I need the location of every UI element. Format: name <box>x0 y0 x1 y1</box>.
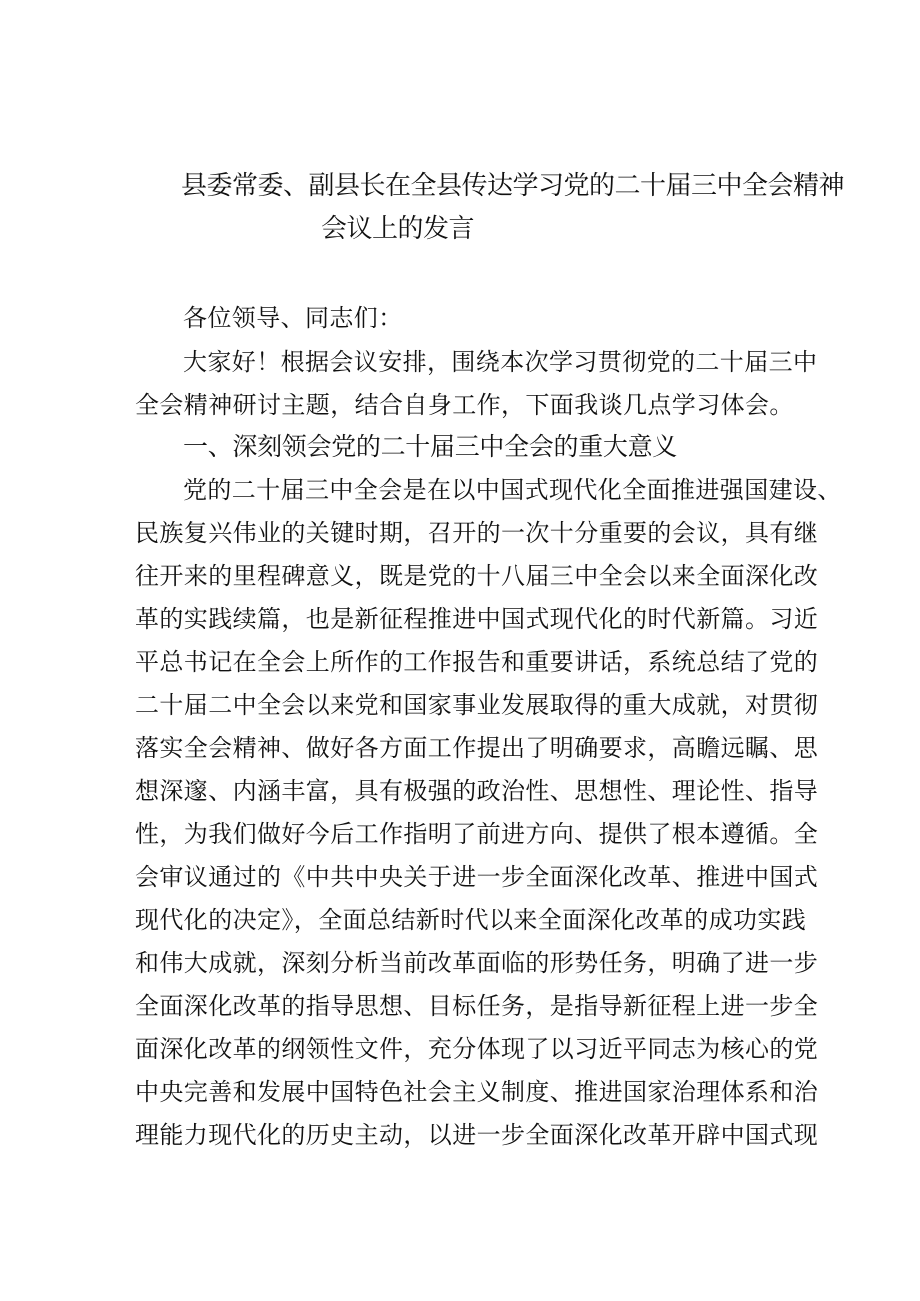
body-line: 民族复兴伟业的关键时期，召开的一次十分重要的会议，具有继 <box>135 519 819 547</box>
body-line: 中央完善和发展中国特色社会主义制度、推进国家治理体系和治 <box>135 1078 819 1106</box>
body-line: 党的二十届三中全会是在以中国式现代化全面推进强国建设、 <box>183 476 842 504</box>
body-line: 现代化的决定》，全面总结新时代以来全面深化改革的成功实践 <box>135 906 807 934</box>
document-title-line-1: 县委常委、副县长在全县传达学习党的二十届三中全会精神 <box>181 171 845 201</box>
body-line: 落实全会精神、做好各方面工作提出了明确要求，高瞻远瞩、思 <box>135 734 819 762</box>
body-line: 往开来的里程碑意义，既是党的十八届三中全会以来全面深化改 <box>135 562 819 590</box>
salutation: 各位领导、同志们： <box>183 304 403 332</box>
body-line: 性，为我们做好今后工作指明了前进方向、提供了根本遵循。全 <box>135 820 819 848</box>
body-line: 和伟大成就，深刻分析当前改革面临的形势任务，明确了进一步 <box>135 949 819 977</box>
body-line: 面深化改革的纲领性文件，充分体现了以习近平同志为核心的党 <box>135 1035 819 1063</box>
document-title-line-2: 会议上的发言 <box>321 214 475 244</box>
section-heading: 一、深刻领会党的二十届三中全会的重大意义 <box>183 432 678 461</box>
intro-line: 大家好！根据会议安排，围绕本次学习贯彻党的二十届三中 <box>183 348 818 376</box>
body-line: 革的实践续篇，也是新征程推进中国式现代化的时代新篇。习近 <box>135 605 819 633</box>
body-line: 想深邃、内涵丰富，具有极强的政治性、思想性、理论性、指导 <box>135 777 819 805</box>
intro-line: 全会精神研讨主题，结合自身工作，下面我谈几点学习体会。 <box>135 391 794 419</box>
body-line: 二十届二中全会以来党和国家事业发展取得的重大成就，对贯彻 <box>135 691 819 719</box>
body-line: 平总书记在全会上所作的工作报告和重要讲话，系统总结了党的 <box>135 648 819 676</box>
body-line: 理能力现代化的历史主动，以进一步全面深化改革开辟中国式现 <box>135 1121 819 1149</box>
body-line: 全面深化改革的指导思想、目标任务，是指导新征程上进一步全 <box>135 992 819 1020</box>
body-line: 会审议通过的《中共中央关于进一步全面深化改革、推进中国式 <box>135 863 819 891</box>
